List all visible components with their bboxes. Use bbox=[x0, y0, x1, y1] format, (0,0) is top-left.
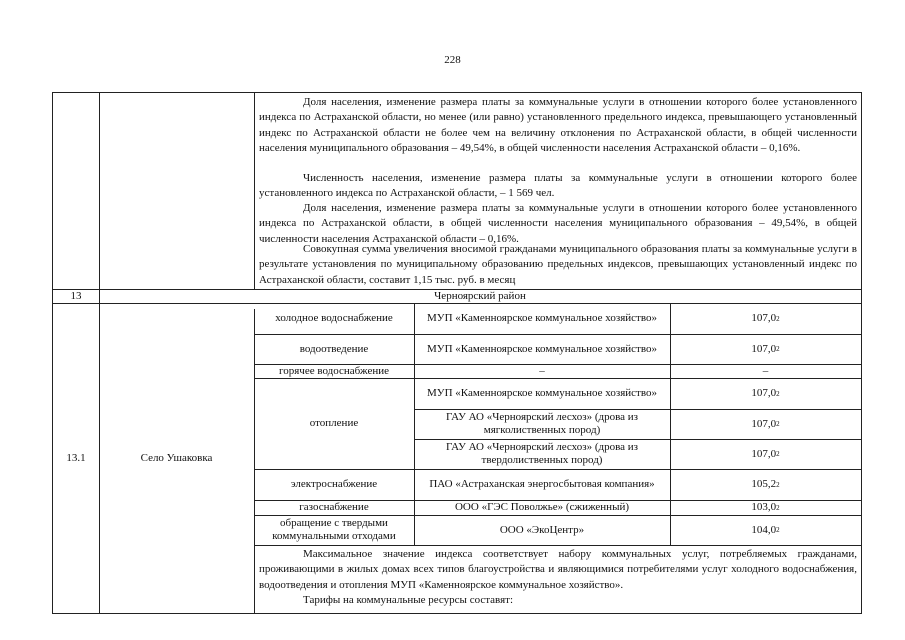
service-name: газоснабжение bbox=[299, 501, 369, 514]
index-value: 107,0 2 bbox=[751, 312, 780, 325]
paragraph: Максимальное значение индекса соответствует набору коммунальных услуг, потребляемых гражданами, проживающими в жилых домах всех типов благоустройства и являющимися потребителями услуг холодного водоснабжения, водоотведения и отопления МУП «Каменноярское коммунальное хозяйство». bbox=[259, 548, 857, 591]
page-number: 228 bbox=[444, 54, 461, 66]
index-value: 107,0 2 bbox=[751, 417, 780, 430]
service-name: холодное водоснабжение bbox=[275, 312, 393, 325]
provider-name: ООО «ГЭС Поволжье» (сжиженный) bbox=[454, 501, 630, 514]
paragraph: Совокупная сумма увеличения вносимой гражданами муниципального образования платы за коммунальные услуги в результате установления по муниципальному образованию предельных индексов, превышающих установленный индекс по Астраханской области, составит 1,15 тыс. руб. в месяц bbox=[259, 243, 857, 286]
provider-name: МУП «Каменноярское коммунальное хозяйство» bbox=[427, 342, 657, 355]
provider-name: ГАУ АО «Черноярский лесхоз» (дрова из твердолиственных пород) bbox=[445, 441, 639, 466]
service-name: водоотведение bbox=[299, 342, 369, 355]
paragraph: Доля населения, изменение размера платы за коммунальные услуги в отношении которого более установленного индекса по Астраханской области, в общей численности населения муниципального образования – 49,54%, в общей численности населения Астраханской области – 0,16%. bbox=[259, 202, 857, 245]
provider-name: МУП «Каменноярское коммунальное хозяйство» bbox=[427, 312, 657, 325]
col-divider-top bbox=[254, 93, 255, 289]
row-divider bbox=[254, 545, 861, 546]
district-name: Черноярский район bbox=[434, 289, 526, 302]
settlement-number: 13.1 bbox=[66, 451, 86, 464]
provider-name: ПАО «Астраханская энергосбытовая компания» bbox=[429, 478, 655, 491]
index-value: 104,0 2 bbox=[751, 523, 780, 536]
provider-name: МУП «Каменноярское коммунальное хозяйство» bbox=[427, 387, 657, 400]
index-value: 105,2 2 bbox=[751, 478, 780, 491]
table bbox=[52, 92, 862, 614]
index-value: 107,0 2 bbox=[751, 342, 780, 355]
service-name: электроснабжение bbox=[290, 478, 378, 491]
district-number: 13 bbox=[70, 289, 82, 302]
index-value: 107,0 2 bbox=[751, 387, 780, 400]
service-name: горячее водоснабжение bbox=[279, 364, 389, 377]
settlement-name: Село Ушаковка bbox=[140, 451, 213, 464]
paragraph: Доля населения, изменение размера платы за коммунальные услуги в отношении которого более установленного индекса по Астраханской области, но менее (или равно) установленного предельного индекса, превышающего установленный индекс по Астраханской области не более чем на величину отклонения по Астраханской области, в общей численности населения муниципального образования – 49,54%, в общей численности населения Астраханской области – 0,16%. bbox=[259, 96, 857, 155]
service-name: обращение с твердыми коммунальными отходами bbox=[272, 517, 396, 542]
index-value: 103,0 2 bbox=[751, 501, 780, 514]
paragraph: Численность населения, изменение размера платы за коммунальные услуги в отношении которого более установленного индекса по Астраханской области, – 1 569 чел. bbox=[259, 172, 857, 200]
paragraph: Тарифы на коммунальные ресурсы составят: bbox=[303, 594, 514, 606]
service-name: отопление bbox=[309, 417, 359, 430]
index-value: 107,0 2 bbox=[751, 447, 780, 460]
provider-name: ГАУ АО «Черноярский лесхоз» (дрова из мягколиственных пород) bbox=[445, 411, 639, 436]
provider-name: ООО «ЭкоЦентр» bbox=[499, 523, 585, 536]
provider-name: – bbox=[539, 364, 545, 377]
index-value: – bbox=[762, 364, 769, 377]
